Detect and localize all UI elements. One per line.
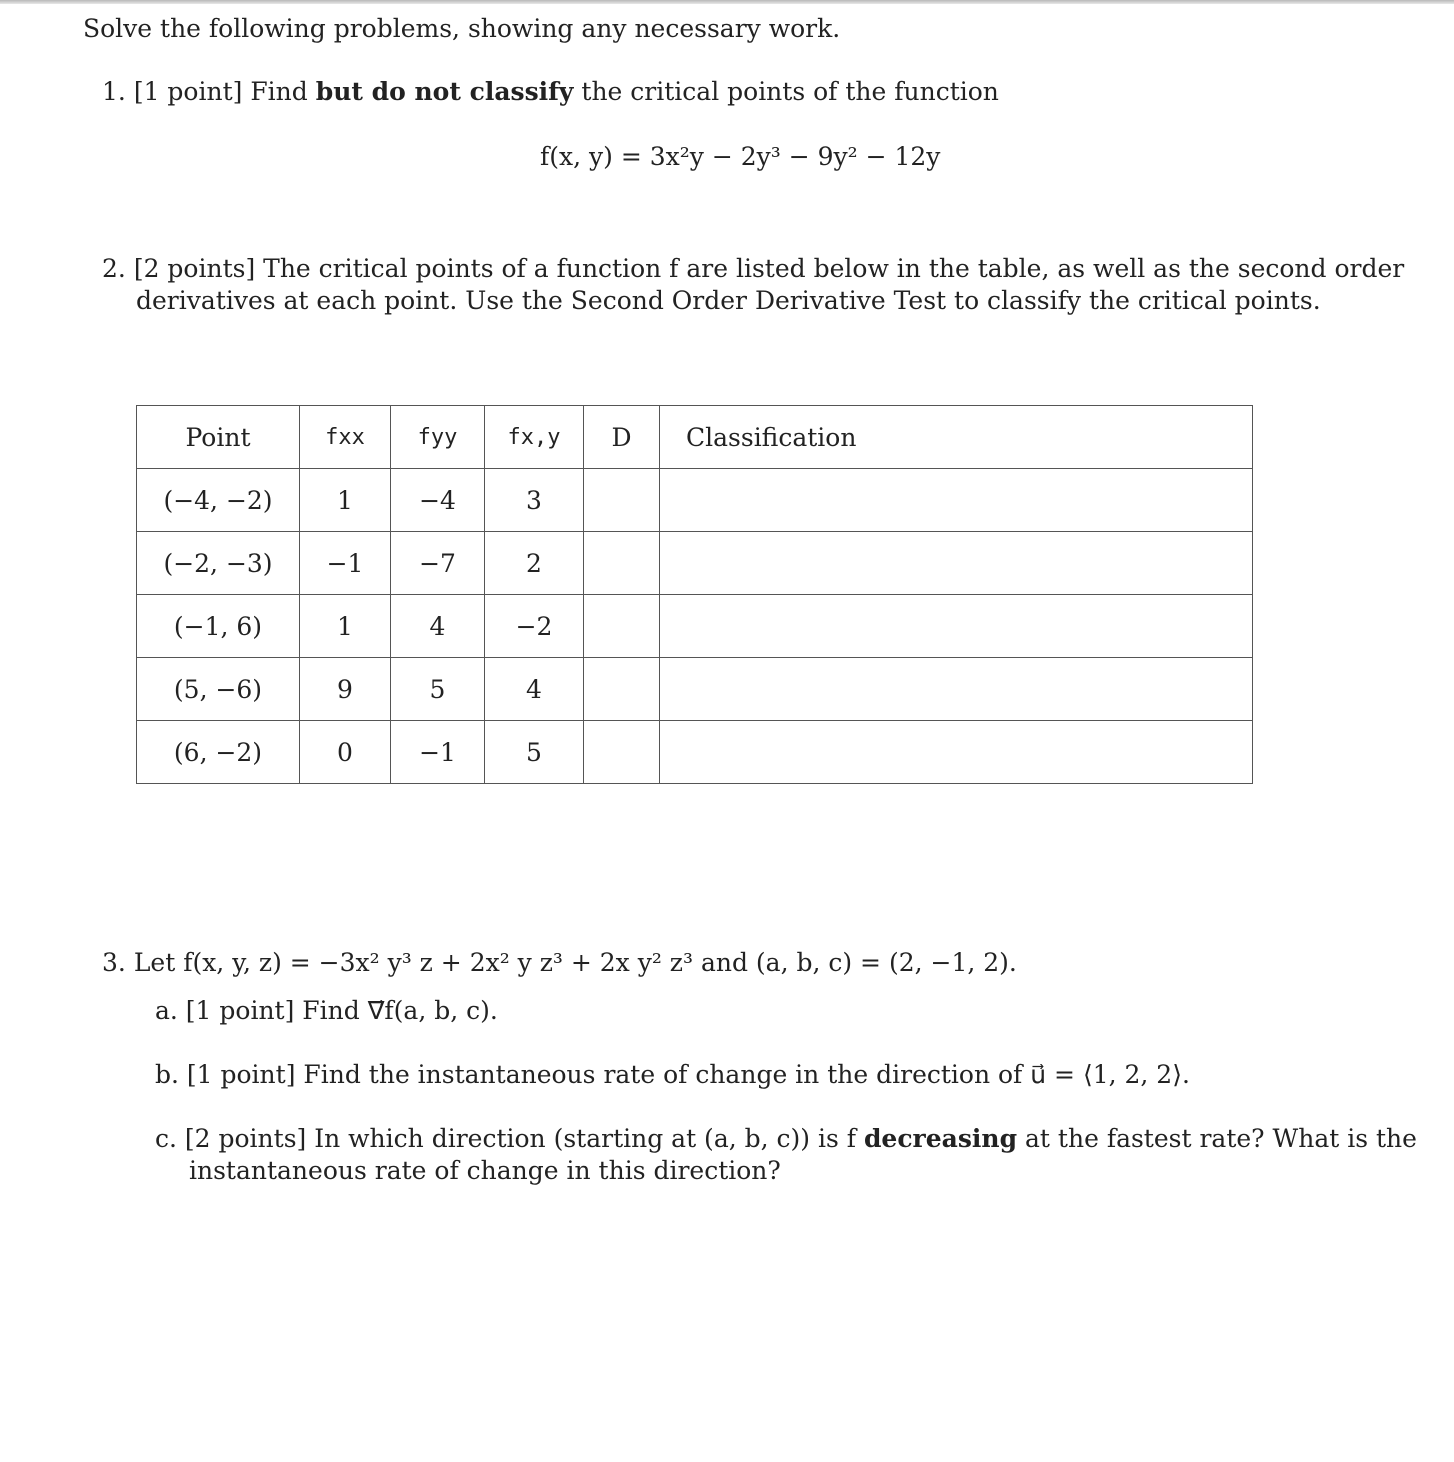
row-fyy: −7 xyxy=(391,532,485,595)
question-2-line-2: derivatives at each point. Use the Second Order Derivative Test to classify the critical points. xyxy=(136,286,1321,315)
question-3c-text-end: at the fastest rate? What is the xyxy=(1025,1124,1417,1153)
row-fyy: −1 xyxy=(391,721,485,784)
row-fxy: 2 xyxy=(485,532,584,595)
row-d-blank xyxy=(584,469,660,532)
table-row xyxy=(137,532,1253,595)
question-2-number: 2. xyxy=(102,254,126,283)
row-point: (6, −2) xyxy=(137,721,300,784)
header-fxy: fx,y xyxy=(485,406,584,469)
question-3c-text-start: c. [2 points] In which direction (starting at (a, b, c)) is f xyxy=(155,1124,856,1153)
top-edge-bar xyxy=(0,0,1454,4)
question-2-line-1 xyxy=(102,253,1404,285)
header-classification: Classification xyxy=(660,406,1253,469)
row-d-blank xyxy=(584,532,660,595)
question-3b: b. [1 point] Find the instantaneous rate of change in the direction of u⃗ = ⟨1, 2, 2⟩. xyxy=(155,1060,1190,1089)
row-classification-blank xyxy=(660,532,1253,595)
row-fxy: −2 xyxy=(485,595,584,658)
question-3c-line-1 xyxy=(155,1123,1417,1155)
row-d-blank xyxy=(584,658,660,721)
instructions: Solve the following problems, showing any necessary work. xyxy=(83,14,841,43)
row-fxx: 0 xyxy=(300,721,391,784)
row-fxx: 1 xyxy=(300,469,391,532)
row-classification-blank xyxy=(660,595,1253,658)
row-point: (−1, 6) xyxy=(137,595,300,658)
question-3c-emphasis: decreasing xyxy=(863,1124,1018,1153)
row-point: (−2, −3) xyxy=(137,532,300,595)
row-fxy: 4 xyxy=(485,658,584,721)
question-1-points: [1 point] xyxy=(133,77,243,106)
question-1-text-end: the critical points of the function xyxy=(581,77,999,106)
table-row xyxy=(137,595,1253,658)
row-classification-blank xyxy=(660,658,1253,721)
question-1 xyxy=(102,76,999,108)
question-3c-line-2: instantaneous rate of change in this direction? xyxy=(189,1156,781,1185)
question-1-text-start: Find xyxy=(250,77,308,106)
row-classification-blank xyxy=(660,469,1253,532)
question-3-text: Let f(x, y, z) = −3x² y³ z + 2x² y z³ + 2x y² z³ and (a, b, c) = (2, −1, 2). xyxy=(133,948,1017,977)
table-row xyxy=(137,721,1253,784)
row-fxx: −1 xyxy=(300,532,391,595)
question-3a: a. [1 point] Find ∇⃗f(a, b, c). xyxy=(155,996,498,1025)
row-classification-blank xyxy=(660,721,1253,784)
question-3-stem xyxy=(102,947,1017,979)
critical-points-table xyxy=(136,405,1253,784)
header-fxx: fxx xyxy=(300,406,391,469)
header-fyy: fyy xyxy=(391,406,485,469)
row-point: (5, −6) xyxy=(137,658,300,721)
row-fxx: 9 xyxy=(300,658,391,721)
table-row xyxy=(137,469,1253,532)
row-fyy: 5 xyxy=(391,658,485,721)
row-d-blank xyxy=(584,595,660,658)
question-3-number: 3. xyxy=(102,948,126,977)
table-row xyxy=(137,658,1253,721)
header-d: D xyxy=(584,406,660,469)
row-fyy: 4 xyxy=(391,595,485,658)
header-point: Point xyxy=(137,406,300,469)
question-1-emphasis: but do not classify xyxy=(315,77,574,106)
question-1-formula: f(x, y) = 3x²y − 2y³ − 9y² − 12y xyxy=(540,142,941,171)
row-d-blank xyxy=(584,721,660,784)
table-header-row xyxy=(137,406,1253,469)
row-fxy: 5 xyxy=(485,721,584,784)
question-1-number: 1. xyxy=(102,77,126,106)
row-fyy: −4 xyxy=(391,469,485,532)
question-2-points: [2 points] xyxy=(133,254,256,283)
row-point: (−4, −2) xyxy=(137,469,300,532)
row-fxy: 3 xyxy=(485,469,584,532)
row-fxx: 1 xyxy=(300,595,391,658)
question-2-text: The critical points of a function f are listed below in the table, as well as the second order xyxy=(263,254,1405,283)
